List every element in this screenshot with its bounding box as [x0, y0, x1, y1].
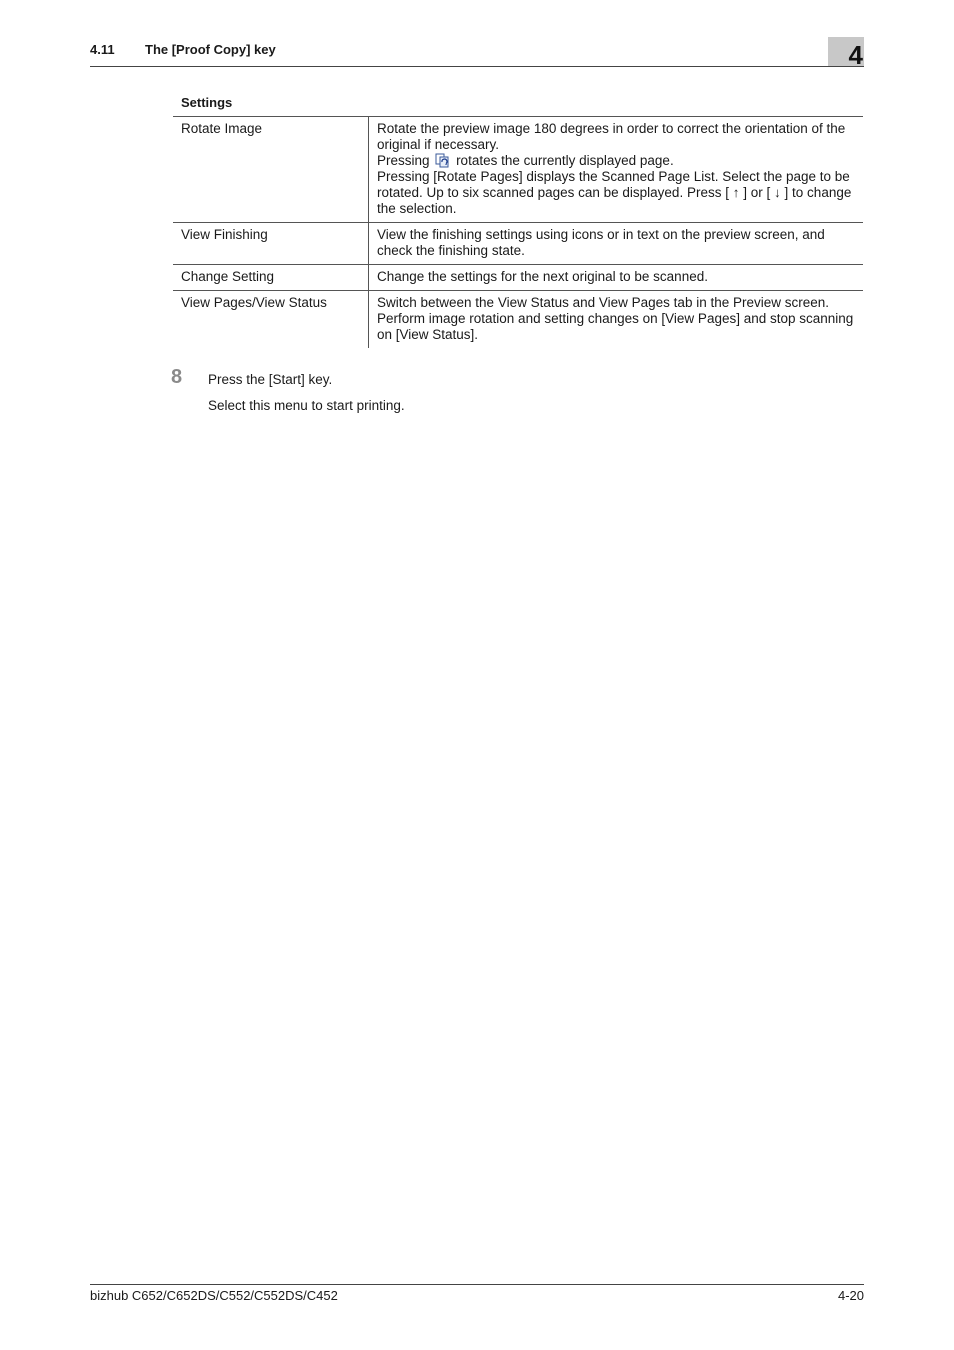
description-text: rotates the currently displayed page. — [456, 153, 674, 168]
chapter-number: 4 — [848, 40, 863, 70]
step-number: 8 — [171, 366, 183, 388]
step-subtext: Select this menu to start printing. — [208, 398, 405, 413]
chapter-tab — [828, 37, 864, 70]
setting-name: View Pages/View Status — [173, 291, 369, 349]
footer-model: bizhub C652/C652DS/C552/C552DS/C452 — [90, 1288, 338, 1303]
setting-description: View the finishing settings using icons or in text on the preview screen, and check the finishing state. — [369, 223, 864, 265]
setting-description: Switch between the View Status and View Pages tab in the Preview screen. Perform image rotation and setting changes on [View Pages] and stop scanning on [View Status]. — [377, 295, 854, 342]
setting-name: Change Setting — [173, 265, 369, 291]
table-row — [173, 117, 863, 223]
rotate-page-icon — [435, 153, 450, 168]
setting-name: View Finishing — [173, 223, 369, 265]
setting-description: Change the settings for the next original to be scanned. — [369, 265, 864, 291]
section-title: The [Proof Copy] key — [145, 42, 276, 57]
setting-description — [369, 117, 864, 223]
table-row — [173, 291, 863, 349]
down-arrow-icon: ↓ — [774, 185, 781, 200]
table-row — [173, 265, 863, 291]
description-text: ] to change the selection. — [377, 185, 852, 216]
page-header — [90, 38, 864, 70]
up-arrow-icon: ↑ — [732, 185, 740, 200]
page-footer — [90, 1284, 864, 1303]
section-number: 4.11 — [90, 42, 115, 57]
settings-table — [173, 116, 863, 348]
description-text: Pressing [Rotate Pages] displays the Scanned Page List. Select the page to be rotated. Up to six scanned pages can be displayed. Press [ — [377, 169, 850, 200]
footer-page-number: 4-20 — [837, 1288, 864, 1303]
setting-name: Rotate Image — [173, 117, 369, 223]
table-row — [173, 223, 863, 265]
settings-heading: Settings — [181, 95, 233, 110]
description-text: ] or [ — [743, 185, 771, 200]
description-text: Rotate the preview image 180 degrees in order to correct the orientation of the original if necessary. — [377, 121, 846, 152]
step-text: Press the [Start] key. — [208, 372, 333, 387]
description-text: Pressing — [377, 153, 430, 168]
